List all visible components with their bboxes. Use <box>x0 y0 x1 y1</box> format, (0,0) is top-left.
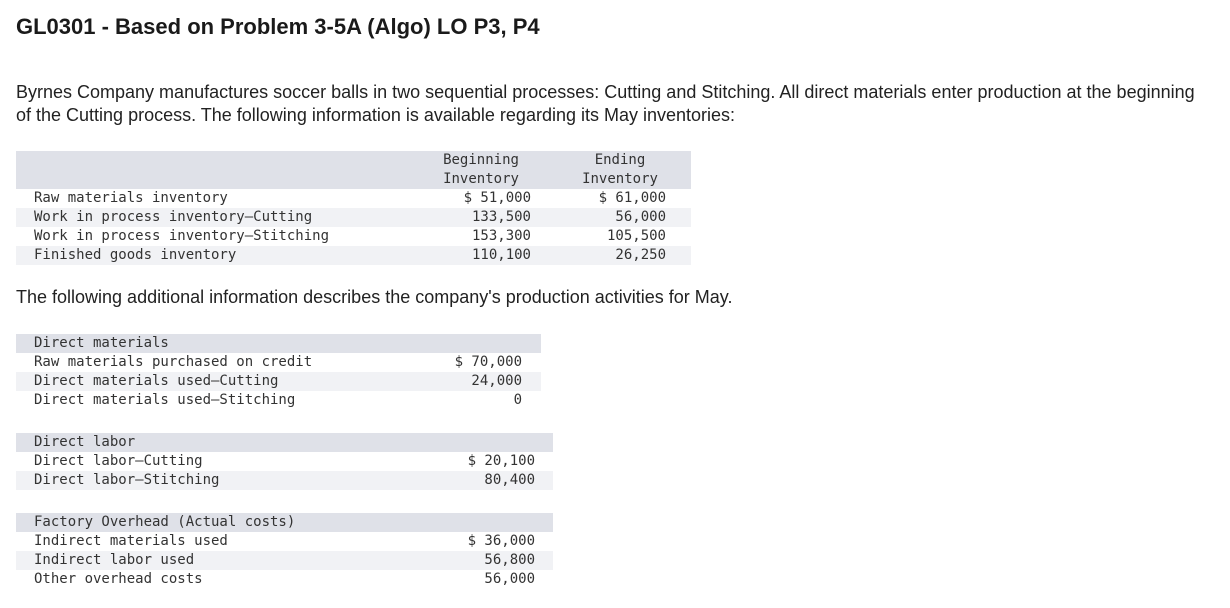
intro-paragraph: Byrnes Company manufactures soccer balls in two sequential processes: Cutting and Stitching. All direct materials enter production at the beginning of the Cutting process. The following information is available regarding its May inventories: <box>16 82 1195 125</box>
additional-info-paragraph: The following additional information describes the company's production activities for May. <box>16 287 733 307</box>
direct-labor-header: Direct labor <box>34 434 136 450</box>
inventory-row-ending: 26,250 <box>615 247 666 263</box>
direct-materials-row-value: $ 70,000 <box>454 354 522 370</box>
inventory-row-label: Work in process inventory–Cutting <box>34 209 313 225</box>
ending-header-line2: Inventory <box>582 171 658 187</box>
inventory-row-beginning: 153,300 <box>471 228 531 244</box>
direct-labor-row-label: Direct labor–Stitching <box>34 472 220 488</box>
inventory-row-ending: 105,500 <box>606 228 666 244</box>
inventory-row-label: Finished goods inventory <box>34 247 237 263</box>
beginning-header-line1: Beginning <box>443 152 519 168</box>
page-title: GL0301 - Based on Problem 3-5A (Algo) LO P3, P4 <box>16 14 540 39</box>
direct-materials-row-label: Direct materials used–Stitching <box>34 392 296 408</box>
direct-materials-row-value: 0 <box>513 392 522 408</box>
inventory-row-beginning: 133,500 <box>471 209 531 225</box>
inventory-row-beginning: 110,100 <box>471 247 531 263</box>
inventory-row-beginning: $ 51,000 <box>463 190 531 206</box>
direct-materials-header: Direct materials <box>34 335 169 351</box>
direct-materials-row-label: Raw materials purchased on credit <box>34 354 313 370</box>
inventory-row-label: Work in process inventory–Stitching <box>34 228 330 244</box>
factory-overhead-row-value: 56,000 <box>484 571 535 587</box>
factory-overhead-header: Factory Overhead (Actual costs) <box>34 514 296 530</box>
direct-labor-row-label: Direct labor–Cutting <box>34 453 203 469</box>
factory-overhead-row-value: $ 36,000 <box>467 533 535 549</box>
direct-materials-row-label: Direct materials used–Cutting <box>34 373 279 389</box>
factory-overhead-row-label: Indirect labor used <box>34 552 195 568</box>
factory-overhead-row-value: 56,800 <box>484 552 535 568</box>
beginning-header-line2: Inventory <box>443 171 519 187</box>
direct-materials-row-value: 24,000 <box>471 373 522 389</box>
factory-overhead-row-label: Other overhead costs <box>34 571 203 587</box>
ending-header-line1: Ending <box>594 152 646 168</box>
inventory-row-ending: 56,000 <box>615 209 666 225</box>
factory-overhead-row-label: Indirect materials used <box>34 533 228 549</box>
inventory-row-ending: $ 61,000 <box>598 190 666 206</box>
inventory-row-label: Raw materials inventory <box>34 190 228 206</box>
direct-labor-row-value: $ 20,100 <box>467 453 535 469</box>
direct-labor-row-value: 80,400 <box>484 472 535 488</box>
